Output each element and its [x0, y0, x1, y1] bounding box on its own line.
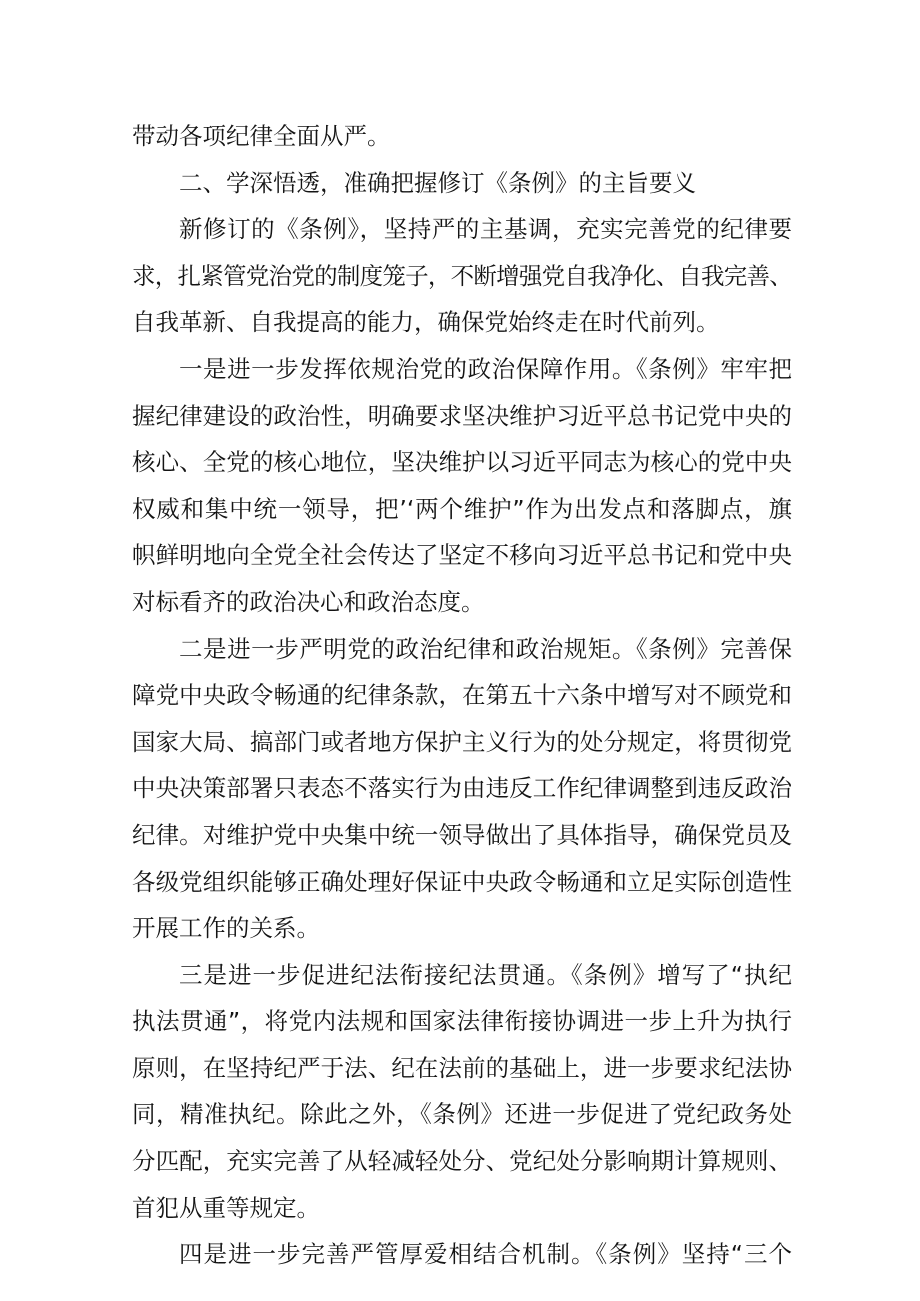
text-line: 权威和集中统一领导，把’‘两个维护”作为出发点和落脚点，旗: [132, 494, 792, 523]
paragraph-start: 四是进一步完善严管厚爱相结合机制。《条例》坚持“三个: [179, 1240, 792, 1269]
paragraph-start: 二是进一步严明党的政治纪律和政治规矩。《条例》完善保: [179, 634, 792, 663]
text-line: 握纪律建设的政治性，明确要求坚决维护习近平总书记党中央的: [132, 401, 792, 430]
text-line: 分匹配，充实完善了从轻减轻处分、党纪处分影响期计算规则、: [132, 1147, 792, 1176]
text-line: 对标看齐的政治决心和政治态度。: [132, 587, 485, 616]
document-body: [132, 113, 792, 1278]
text-line: 原则，在坚持纪严于法、纪在法前的基础上，进一步要求纪法协: [132, 1053, 792, 1082]
text-line: 首犯从重等规定。: [132, 1193, 320, 1222]
text-line: 纪律。对维护党中央集中统一领导做出了具体指导，确保党员及: [132, 820, 792, 849]
text-line: 帜鲜明地向全党全社会传达了坚定不移向习近平总书记和党中央: [132, 541, 792, 570]
text-line: 中央决策部署只表态不落实行为由违反工作纪律调整到违反政治: [132, 774, 792, 803]
text-line: 同，精准执纪。除此之外，《条例》还进一步促进了党纪政务处: [132, 1100, 792, 1129]
text-line: 带动各项纪律全面从严。: [132, 122, 391, 150]
text-line: 开展工作的关系。: [132, 914, 320, 943]
text-line: 执法贯通”，将党内法规和国家法律衔接协调进一步上升为执行: [132, 1007, 792, 1036]
paragraph-start: 三是进一步促进纪法衔接纪法贯通。《条例》增写了“执纪: [179, 960, 792, 989]
text-line: 各级党组织能够正确处理好保证中央政令畅通和立足实际创造性: [132, 867, 792, 896]
text-line: 国家大局、搞部门或者地方保护主义行为的处分规定，将贯彻党: [132, 727, 792, 756]
section-heading: 二、学深悟透，准确把握修订《条例》的主旨要义: [179, 168, 696, 197]
text-line: 障党中央政令畅通的纪律条款，在第五十六条中增写对不顾党和: [132, 681, 792, 710]
paragraph-start: 新修订的《条例》，坚持严的主基调，充实完善党的纪律要: [179, 215, 792, 244]
paragraph-start: 一是进一步发挥依规治党的政治保障作用。《条例》牢牢把: [179, 354, 792, 383]
text-line: 自我革新、自我提高的能力，确保党始终走在时代前列。: [132, 308, 720, 337]
text-line: 核心、全党的核心地位，坚决维护以习近平同志为核心的党中央: [132, 448, 792, 477]
text-line: 求，扎紧管党治党的制度笼子，不断增强党自我净化、自我完善、: [132, 261, 792, 290]
